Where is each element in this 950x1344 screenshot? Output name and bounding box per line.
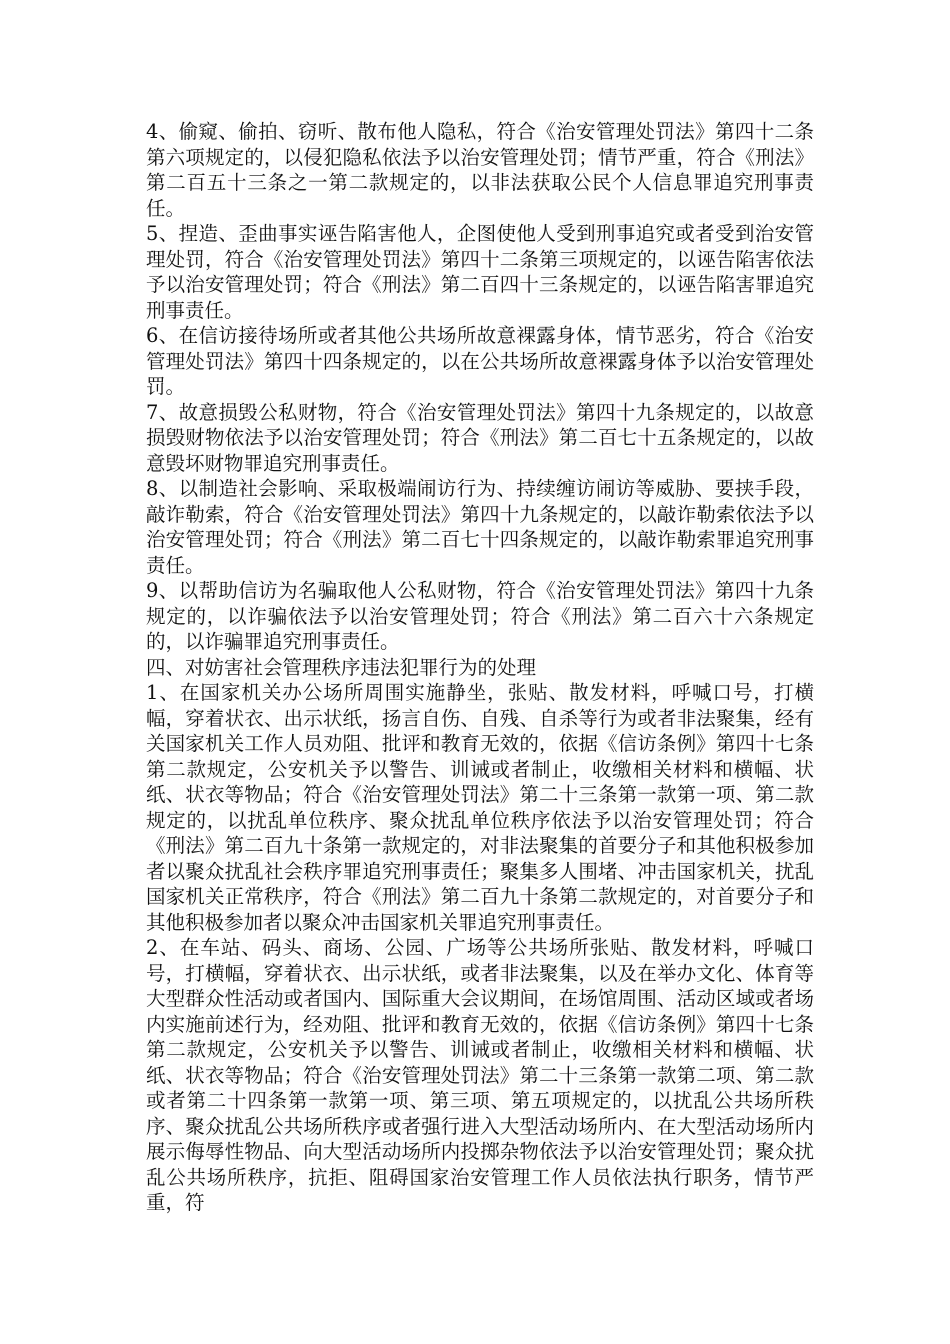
- section-paragraph-2: 2、在车站、码头、商场、公园、广场等公共场所张贴、散发材料，呼喊口号，打横幅，穿着状衣、出示状纸，或者非法聚集，以及在举办文化、体育等大型群众性活动或者国内、国际重大会议期间，在场馆周围、活动区域或者场内实施前述行为，经劝阻、批评和教育无效的，依据《信访条例》第四十七条第二款规定，公安机关予以警告、训诫或者制止，收缴相关材料和横幅、状纸、状衣等物品；符合《治安管理处罚法》第二十三条第一款第二项、第二款或者第二十四条第一款第一项、第三项、第五项规定的，以扰乱公共场所秩序、聚众扰乱公共场所秩序或者强行进入大型活动场所内、在大型活动场所内展示侮辱性物品、向大型活动场所内投掷杂物依法予以治安管理处罚；聚众扰乱公共场所秩序，抗拒、阻碍国家治安管理工作人员依法执行职务，情节严重，符: [146, 936, 814, 1214]
- paragraph-item-5: 5、捏造、歪曲事实诬告陷害他人，企图使他人受到刑事追究或者受到治安管理处罚，符合《治安管理处罚法》第四十二条第三项规定的，以诬告陷害依法予以治安管理处罚；符合《刑法》第二百四十三条规定的，以诬告陷害罪追究刑事责任。: [146, 222, 814, 322]
- paragraph-item-7: 7、故意损毁公私财物，符合《治安管理处罚法》第四十九条规定的，以故意损毁财物依法予以治安管理处罚；符合《刑法》第二百七十五条规定的，以故意毁坏财物罪追究刑事责任。: [146, 400, 814, 475]
- paragraph-item-6: 6、在信访接待场所或者其他公共场所故意裸露身体，情节恶劣，符合《治安管理处罚法》第四十四条规定的，以在公共场所故意裸露身体予以治安管理处罚。: [146, 324, 814, 398]
- section-paragraph-1: 1、在国家机关办公场所周围实施静坐，张贴、散发材料，呼喊口号，打横幅，穿着状衣、出示状纸，扬言自伤、自残、自杀等行为或者非法聚集，经有关国家机关工作人员劝阻、批评和教育无效的，依据《信访条例》第四十七条第二款规定，公安机关予以警告、训诫或者制止，收缴相关材料和横幅、状纸、状衣等物品；符合《治安管理处罚法》第二十三条第一款第一项、第二款规定的，以扰乱单位秩序、聚众扰乱单位秩序依法予以治安管理处罚；符合《刑法》第二百九十条第一款规定的，对非法聚集的首要分子和其他积极参加者以聚众扰乱社会秩序罪追究刑事责任；聚集多人围堵、冲击国家机关，扰乱国家机关正常秩序，符合《刑法》第二百九十条第二款规定的，对首要分子和其他积极参加者以聚众冲击国家机关罪追究刑事责任。: [146, 681, 814, 934]
- document-page: [146, 119, 814, 1216]
- paragraph-item-8: 8、以制造社会影响、采取极端闹访行为、持续缠访闹访等威胁、要挟手段，敲诈勒索，符合《治安管理处罚法》第四十九条规定的，以敲诈勒索依法予以治安管理处罚；符合《刑法》第二百七十四条规定的，以敲诈勒索罪追究刑事责任。: [146, 477, 814, 577]
- paragraph-item-4: 4、偷窥、偷拍、窃听、散布他人隐私，符合《治安管理处罚法》第四十二条第六项规定的，以侵犯隐私依法予以治安管理处罚；情节严重，符合《刑法》第二百五十三条之一第二款规定的，以非法获取公民个人信息罪追究刑事责任。: [146, 120, 814, 220]
- paragraph-item-9: 9、以帮助信访为名骗取他人公私财物，符合《治安管理处罚法》第四十九条规定的，以诈骗依法予以治安管理处罚；符合《刑法》第二百六十六条规定的，以诈骗罪追究刑事责任。: [146, 579, 814, 653]
- section-heading: 四、对妨害社会管理秩序违法犯罪行为的处理: [146, 655, 537, 679]
